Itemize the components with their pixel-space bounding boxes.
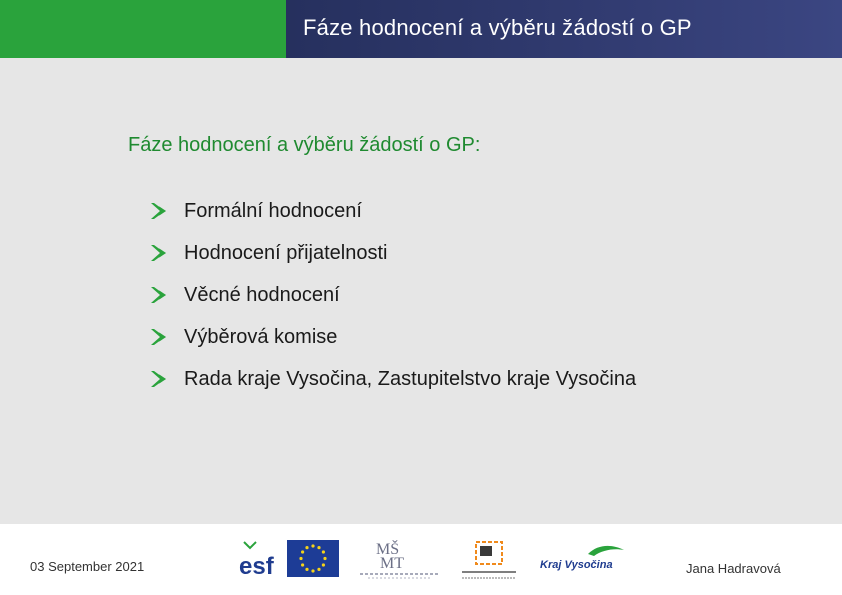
arrow-bullet-icon: [150, 327, 172, 347]
svg-text:MŠ: MŠ: [376, 541, 400, 558]
slide-header-title: Fáze hodnocení a výběru žádostí o GP: [303, 15, 692, 40]
kraj-vysocina-logo: [538, 542, 628, 576]
arrow-bullet-icon: [150, 285, 172, 305]
svg-text:Kraj Vysočina: Kraj Vysočina: [540, 559, 613, 571]
bullet-item: [150, 198, 362, 224]
esf-logo: [238, 538, 284, 578]
bullet-item: [150, 366, 636, 392]
content-heading: Fáze hodnocení a výběru žádostí o GP:: [128, 134, 481, 156]
eu-flag-logo: [287, 540, 339, 577]
svg-text:MT: MT: [380, 555, 404, 572]
arrow-bullet-icon: [150, 243, 172, 263]
bullet-text: Věcné hodnocení: [184, 283, 340, 306]
gp-logo: [460, 538, 518, 582]
bullet-item: [150, 240, 387, 266]
footer-author: Jana Hadravová: [686, 561, 781, 576]
footer-date: 03 September 2021: [30, 559, 145, 574]
bullet-text: Hodnocení přijatelnosti: [184, 241, 388, 264]
footer: [0, 524, 842, 595]
header-green-block: [0, 0, 286, 58]
bullet-text: Rada kraje Vysočina, Zastupitelstvo kraje Vysočina: [184, 367, 637, 390]
bullet-item: [150, 282, 340, 308]
svg-text:esf: esf: [239, 553, 274, 578]
msmt-logo: [358, 536, 442, 580]
arrow-bullet-icon: [150, 369, 172, 389]
bullet-item: [150, 324, 337, 350]
content-area: [0, 58, 842, 524]
arrow-bullet-icon: [150, 201, 172, 221]
bullet-text: Výběrová komise: [184, 325, 338, 348]
bullet-text: Formální hodnocení: [184, 199, 362, 222]
